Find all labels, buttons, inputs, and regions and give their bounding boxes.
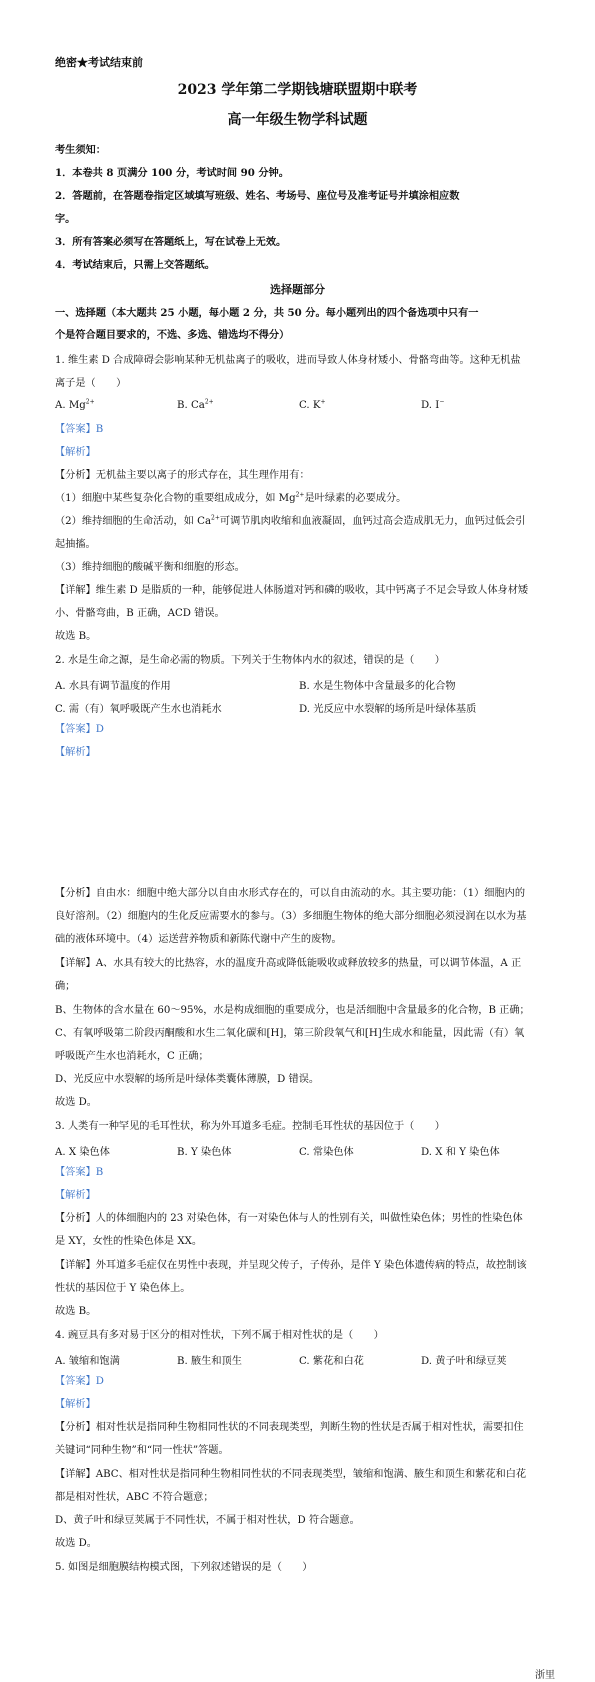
option-d: D. 光反应中水裂解的场所是叶绿体基质 bbox=[299, 704, 477, 715]
detail-text: 【详解】维生素 D 是脂质的一种，能够促进人体肠道对钙和磷的吸收，其中钙离子不足会导致人体身材矮 bbox=[55, 585, 529, 596]
analysis-text: 【分析】人的体细胞内的 23 对染色体，有一对染色体与人的性别有关，叫做性染色体；男性的性染色体 bbox=[55, 1213, 523, 1224]
analysis-text: 【分析】自由水：细胞中绝大部分以自由水形式存在的，可以自由流动的水。其主要功能：（1）细胞内的 bbox=[55, 888, 526, 899]
answer-label: 【答案】B bbox=[55, 1167, 104, 1178]
detail-text: 呼吸既产生水也消耗水，C 正确； bbox=[55, 1051, 209, 1062]
analysis-text: 良好溶剂。（2）细胞内的生化反应需要水的参与。（3）多细胞生物体的绝大部分细胞必须浸润在以水为基 bbox=[55, 911, 527, 922]
detail-text: D、光反应中水裂解的场所是叶绿体类囊体薄膜，D 错误。 bbox=[55, 1074, 320, 1085]
conclusion-text: 故选 B。 bbox=[55, 1306, 97, 1317]
analysis-text: （1）细胞中某些复杂化合物的重要组成成分，如 $Mg^{2+}$是叶绿素的必要成分。 bbox=[55, 491, 407, 504]
option-a: A. 皱缩和饱满 bbox=[55, 1356, 120, 1367]
option-d: D. I− bbox=[421, 398, 445, 411]
notice-heading: 考生须知： bbox=[55, 144, 106, 156]
notice-item: 2．答题前，在答题卷指定区域填写班级、姓名、考场号、座位号及准考证号并填涂相应数 bbox=[55, 190, 460, 202]
analysis-label: 【解析】 bbox=[55, 1399, 96, 1410]
answer-label: 【答案】D bbox=[55, 724, 104, 735]
option-a: A. 水具有调节温度的作用 bbox=[55, 681, 171, 692]
option-a: A. $Mg^{2+}$ bbox=[55, 398, 95, 411]
analysis-text: 【分析】无机盐主要以离子的形式存在，其生理作用有： bbox=[55, 470, 310, 481]
detail-text: B、生物体的含水量在 60～95%，水是构成细胞的重要成分，也是活细胞中含量最多的化合物，B 正确； bbox=[55, 1005, 530, 1016]
part-heading: 选择题部分 bbox=[270, 283, 325, 296]
analysis-text: 起抽搐。 bbox=[55, 539, 96, 550]
question-stem: 5. 如图是细胞膜结构模式图，下列叙述错误的是（ ） bbox=[55, 1562, 313, 1573]
analysis-label: 【解析】 bbox=[55, 1190, 96, 1201]
notice-item: 1．本卷共 8 页满分 100 分，考试时间 90 分钟。 bbox=[55, 167, 289, 179]
detail-text: 性状的基因位于 Y 染色体上。 bbox=[55, 1283, 191, 1294]
option-b: B. $Ca^{2+}$ bbox=[177, 398, 214, 411]
question-stem: 1. 维生素 D 合成障碍会影响某种无机盐离子的吸收，进而导致人体身材矮小、骨骼弯曲等。这种无机盐 bbox=[55, 355, 521, 366]
option-b: B. 腋生和顶生 bbox=[177, 1356, 242, 1367]
analysis-label: 【解析】 bbox=[55, 447, 96, 458]
analysis-text: 【分析】相对性状是指同种生物相同性状的不同表现类型，判断生物的性状是否属于相对性状，需要扣住 bbox=[55, 1422, 524, 1433]
notice-item: 3．所有答案必须写在答题纸上，写在试卷上无效。 bbox=[55, 236, 287, 248]
analysis-text: 础的液体环境中。（4）运送营养物质和新陈代谢中产生的废物。 bbox=[55, 934, 342, 945]
detail-text: 都是相对性状，ABC 不符合题意； bbox=[55, 1492, 214, 1503]
analysis-text: 是 XY，女性的性染色体是 XX。 bbox=[55, 1236, 203, 1247]
option-b: B. Y 染色体 bbox=[177, 1147, 232, 1158]
question-stem: 4. 豌豆具有多对易于区分的相对性状，下列不属于相对性状的是（ ） bbox=[55, 1330, 384, 1341]
option-c: C. 需（有）氧呼吸既产生水也消耗水 bbox=[55, 704, 222, 715]
conclusion-text: 故选 D。 bbox=[55, 1538, 97, 1549]
exam-title: 2023 学年第二学期钱塘联盟期中联考 bbox=[177, 82, 418, 98]
option-d: D. X 和 Y 染色体 bbox=[421, 1147, 500, 1158]
analysis-text: （3）维持细胞的酸碱平衡和细胞的形态。 bbox=[55, 562, 245, 573]
option-c: C. 紫花和白花 bbox=[299, 1356, 364, 1367]
option-d: D. 黄子叶和绿豆荚 bbox=[421, 1356, 507, 1367]
analysis-text: （2）维持细胞的生命活动，如 $Ca^{2+}$可调节肌肉收缩和血液凝固，血钙过高会造成肌无力，血钙过低会引 bbox=[55, 514, 526, 527]
section-intro: 一、选择题（本大题共 25 小题，每小题 2 分，共 50 分。每小题列出的四个备选项中只有一 bbox=[55, 307, 479, 319]
detail-text: C、有氧呼吸第二阶段丙酮酸和水生二氧化碳和[H]，第三阶段氧气和[H]生成水和能量，因此需（有）氧 bbox=[55, 1028, 525, 1039]
conclusion-text: 故选 D。 bbox=[55, 1097, 97, 1108]
analysis-text: 关键词“同种生物”和“同一性状”答题。 bbox=[55, 1445, 229, 1456]
answer-label: 【答案】D bbox=[55, 1376, 104, 1387]
detail-text: 【详解】外耳道多毛症仅在男性中表现，并呈现父传子，子传孙，是伴 Y 染色体遗传病的特点，故控制该 bbox=[55, 1260, 527, 1271]
detail-text: D、黄子叶和绿豆荚属于不同性状，不属于相对性状，D 符合题意。 bbox=[55, 1515, 360, 1526]
detail-text: 小、骨骼弯曲，B 正确，ACD 错误。 bbox=[55, 608, 225, 619]
section-intro: 个是符合题目要求的，不选、多选、错选均不得分） bbox=[55, 329, 290, 341]
question-stem: 离子是（ ） bbox=[55, 378, 127, 389]
conclusion-text: 故选 B。 bbox=[55, 631, 97, 642]
option-a: A. X 染色体 bbox=[55, 1147, 110, 1158]
notice-item: 4．考试结束后，只需上交答题纸。 bbox=[55, 259, 215, 271]
notice-item: 字。 bbox=[55, 213, 76, 225]
option-c: C. 常染色体 bbox=[299, 1147, 354, 1158]
question-stem: 3. 人类有一种罕见的毛耳性状，称为外耳道多毛症。控制毛耳性状的基因位于（ ） bbox=[55, 1121, 445, 1132]
detail-text: 确； bbox=[55, 981, 76, 992]
question-stem: 2. 水是生命之源，是生命必需的物质。下列关于生物体内水的叙述，错误的是（ ） bbox=[55, 655, 445, 666]
option-c: C. K+ bbox=[299, 398, 326, 411]
option-b: B. 水是生物体中含量最多的化合物 bbox=[299, 681, 456, 692]
analysis-label: 【解析】 bbox=[55, 747, 96, 758]
detail-text: 【详解】ABC、相对性状是指同种生物相同性状的不同表现类型，皱缩和饱满、腋生和顶生和紫花和白花 bbox=[55, 1469, 527, 1480]
footer-watermark: 浙里 bbox=[535, 1670, 555, 1681]
detail-text: 【详解】A、水具有较大的比热容，水的温度升高或降低能吸收或释放较多的热量，可以调节体温，A 正 bbox=[55, 958, 522, 969]
secret-label: 绝密★考试结束前 bbox=[55, 56, 143, 69]
subject-title: 高一年级生物学科试题 bbox=[227, 112, 368, 128]
answer-label: 【答案】B bbox=[55, 424, 104, 435]
